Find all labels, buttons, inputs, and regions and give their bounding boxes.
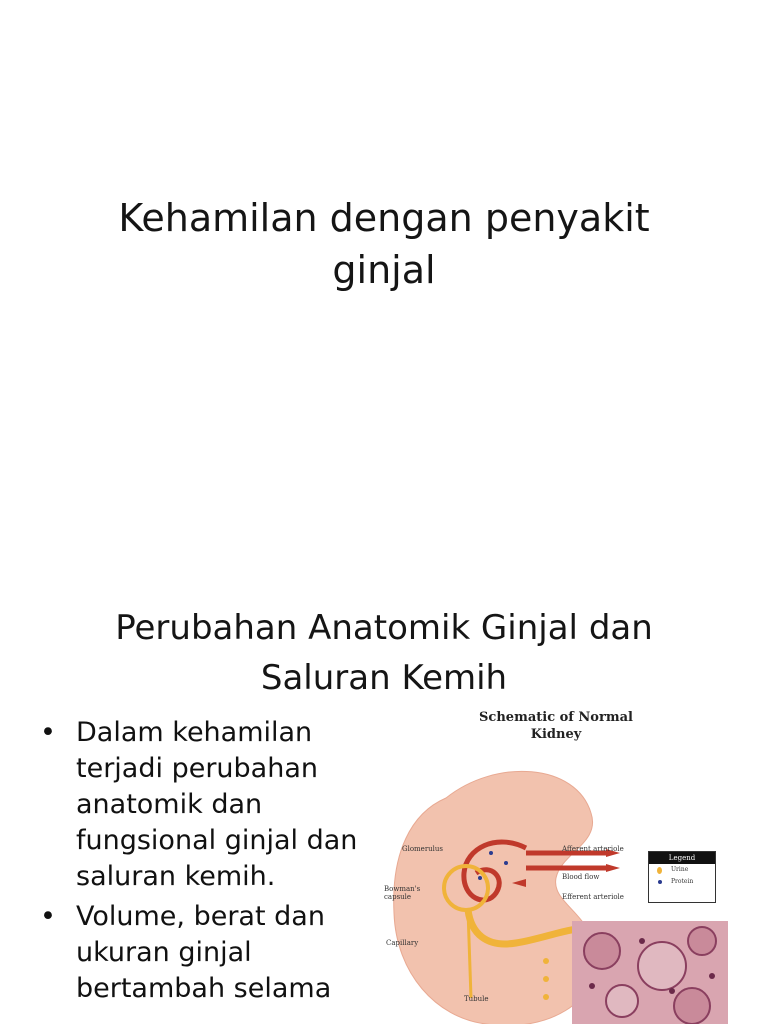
bullet-text: Dalam kehamilan terjadi perubahan anatomik dan fungsional ginjal dan saluran kemih. (76, 717, 358, 892)
bullet-item (40, 899, 370, 1007)
slide-heading: Perubahan Anatomik Ginjal dan Saluran Kemih (115, 608, 653, 698)
slide-title: Kehamilan dengan penyakit ginjal (118, 196, 650, 292)
legend-item-protein: Protein (649, 876, 715, 888)
label-bowmans-capsule: Bowman's capsule (384, 885, 421, 901)
legend-item-urine: Urine (649, 864, 715, 876)
bullet-icon: • (40, 717, 56, 748)
label-tubule: Tubule (464, 995, 489, 1003)
kidney-schematic-figure (376, 703, 736, 1024)
legend (648, 851, 716, 903)
protein-dot (478, 876, 482, 880)
protein-icon (658, 880, 662, 884)
protein-dot (489, 851, 493, 855)
label-blood-flow: Blood flow (562, 873, 600, 881)
label-glomerulus: Glomerulus (402, 845, 444, 853)
label-afferent: Afferent arteriole (562, 845, 624, 853)
bullet-text: Volume, berat dan ukuran ginjal bertambah selama (76, 901, 332, 1004)
bullet-icon: • (40, 901, 56, 932)
urine-drop (543, 976, 549, 982)
histology-micrograph (572, 921, 728, 1024)
micrograph-image (572, 921, 728, 1024)
figure-title: Schematic of Normal Kidney (479, 710, 633, 742)
protein-dot (504, 861, 508, 865)
urine-icon (657, 867, 662, 874)
urine-drop (543, 958, 549, 964)
urine-drop (543, 994, 549, 1000)
bullet-item (40, 715, 370, 895)
content-slide (0, 575, 768, 1024)
legend-title: Legend (649, 852, 715, 864)
bullet-list (40, 715, 370, 1011)
label-capillary: Capillary (386, 939, 419, 947)
label-efferent: Efferent arteriole (562, 893, 624, 901)
arrow-icon (606, 864, 620, 872)
